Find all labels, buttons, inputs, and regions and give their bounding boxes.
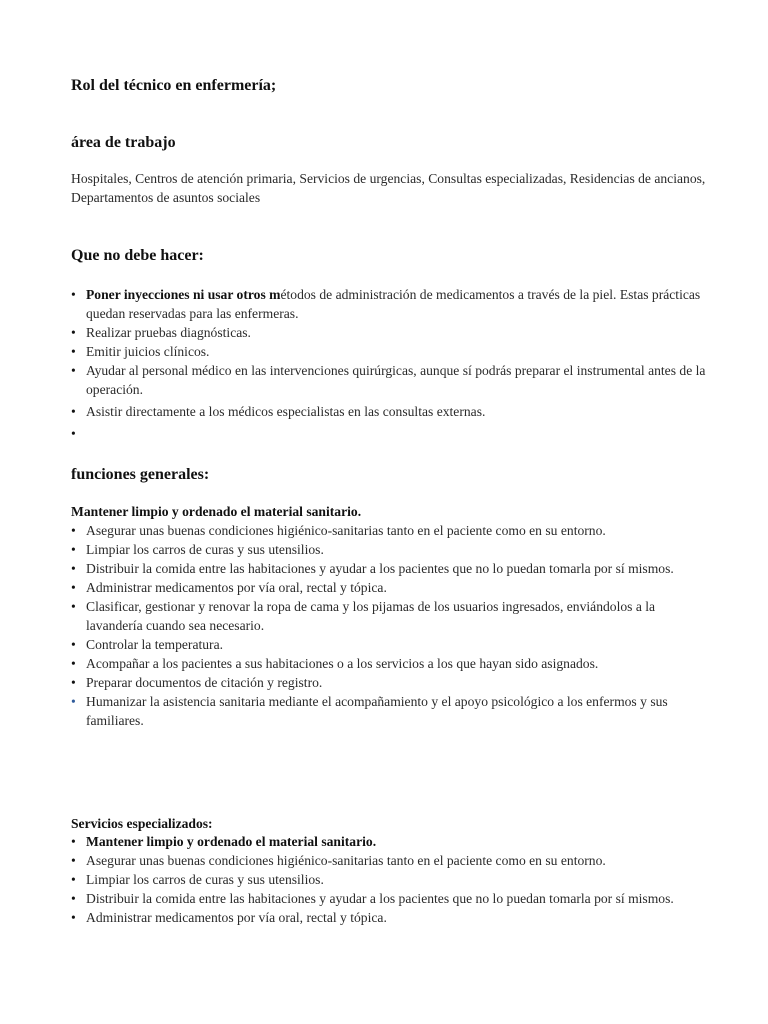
list-item xyxy=(71,908,711,927)
bullet-icon: • xyxy=(71,834,76,849)
list-item xyxy=(71,323,711,342)
list-item-empty xyxy=(71,424,711,443)
list-item-bold: Poner inyecciones ni usar otros m xyxy=(86,287,281,302)
list-item xyxy=(71,654,711,673)
document-title: Rol del técnico en enfermería; xyxy=(71,77,277,94)
bullet-icon: • xyxy=(71,523,76,538)
bullet-icon: • xyxy=(71,561,76,576)
bullet-icon: • xyxy=(71,426,76,441)
bullet-icon: • xyxy=(71,344,76,359)
list-item xyxy=(71,851,711,870)
bullet-icon: • xyxy=(71,656,76,671)
list-item-text: Acompañar a los pacientes a sus habitaciones o a los servicios a los que hayan sido asignados. xyxy=(86,656,599,671)
bullet-icon: • xyxy=(71,637,76,652)
bullet-icon: • xyxy=(71,872,76,887)
list-item xyxy=(71,673,711,692)
no-hacer-list xyxy=(71,285,711,443)
bullet-icon: • xyxy=(71,580,76,595)
list-item-text: Administrar medicamentos por vía oral, rectal y tópica. xyxy=(86,910,387,925)
list-item-text: Limpiar los carros de curas y sus utensilios. xyxy=(86,872,324,887)
list-item-text: Controlar la temperatura. xyxy=(86,637,224,652)
area-text: Hospitales, Centros de atención primaria, Servicios de urgencias, Consultas especializadas, Residencias de ancianos, Departamentos de asuntos sociales xyxy=(71,171,706,205)
no-hacer-heading: Que no debe hacer: xyxy=(71,247,204,264)
list-item xyxy=(71,870,711,889)
list-item xyxy=(71,342,711,361)
area-heading: área de trabajo xyxy=(71,134,176,151)
list-item xyxy=(71,692,711,730)
list-item-text: étodos de administración de medicamentos a través de la piel. Estas prácticas quedan reservadas para las enfermeras. xyxy=(86,287,701,321)
bullet-icon: • xyxy=(71,891,76,906)
bullet-icon: • xyxy=(71,853,76,868)
list-item-text: Mantener limpio y ordenado el material sanitario. xyxy=(86,834,377,849)
bullet-icon: • xyxy=(71,694,76,709)
list-item xyxy=(71,521,711,540)
list-item-text: Realizar pruebas diagnósticas. xyxy=(86,325,251,340)
list-item-text: Clasificar, gestionar y renovar la ropa de cama y los pijamas de los usuarios ingresados, enviándolos a la lavandería cuando sea necesario. xyxy=(86,599,656,633)
list-item-text: Emitir juicios clínicos. xyxy=(86,344,210,359)
servicios-list xyxy=(71,832,711,927)
funciones-heading: funciones generales: xyxy=(71,466,210,483)
funciones-subheading: Mantener limpio y ordenado el material sanitario. xyxy=(71,504,362,519)
servicios-heading: Servicios especializados: xyxy=(71,816,213,831)
list-item-text: Preparar documentos de citación y registro. xyxy=(86,675,323,690)
list-item xyxy=(71,285,711,323)
list-item xyxy=(71,559,711,578)
funciones-list xyxy=(71,521,711,730)
list-item-text: Asistir directamente a los médicos especialistas en las consultas externas. xyxy=(86,404,486,419)
bullet-icon: • xyxy=(71,287,76,302)
bullet-icon: • xyxy=(71,599,76,614)
list-item xyxy=(71,597,711,635)
list-item xyxy=(71,832,711,851)
bullet-icon: • xyxy=(71,404,76,419)
list-item xyxy=(71,889,711,908)
list-item xyxy=(71,578,711,597)
list-item xyxy=(71,635,711,654)
bullet-icon: • xyxy=(71,910,76,925)
bullet-icon: • xyxy=(71,363,76,378)
list-item xyxy=(71,540,711,559)
list-item-text: Administrar medicamentos por vía oral, rectal y tópica. xyxy=(86,580,387,595)
list-item-text: Asegurar unas buenas condiciones higiénico-sanitarias tanto en el paciente como en su entorno. xyxy=(86,523,606,538)
list-item xyxy=(71,402,711,421)
list-item-text: Ayudar al personal médico en las intervenciones quirúrgicas, aunque sí podrás preparar el instrumental antes de la operación. xyxy=(86,363,706,397)
list-item-text: Distribuir la comida entre las habitaciones y ayudar a los pacientes que no lo puedan tomarla por sí mismos. xyxy=(86,561,674,576)
bullet-icon: • xyxy=(71,542,76,557)
list-item-text: Asegurar unas buenas condiciones higiénico-sanitarias tanto en el paciente como en su entorno. xyxy=(86,853,606,868)
list-item-text: Humanizar la asistencia sanitaria mediante el acompañamiento y el apoyo psicológico a los enfermos y sus familiares. xyxy=(86,694,668,728)
list-item-text: Distribuir la comida entre las habitaciones y ayudar a los pacientes que no lo puedan tomarla por sí mismos. xyxy=(86,891,674,906)
list-item-text: Limpiar los carros de curas y sus utensilios. xyxy=(86,542,324,557)
bullet-icon: • xyxy=(71,325,76,340)
list-item xyxy=(71,361,711,399)
bullet-icon: • xyxy=(71,675,76,690)
